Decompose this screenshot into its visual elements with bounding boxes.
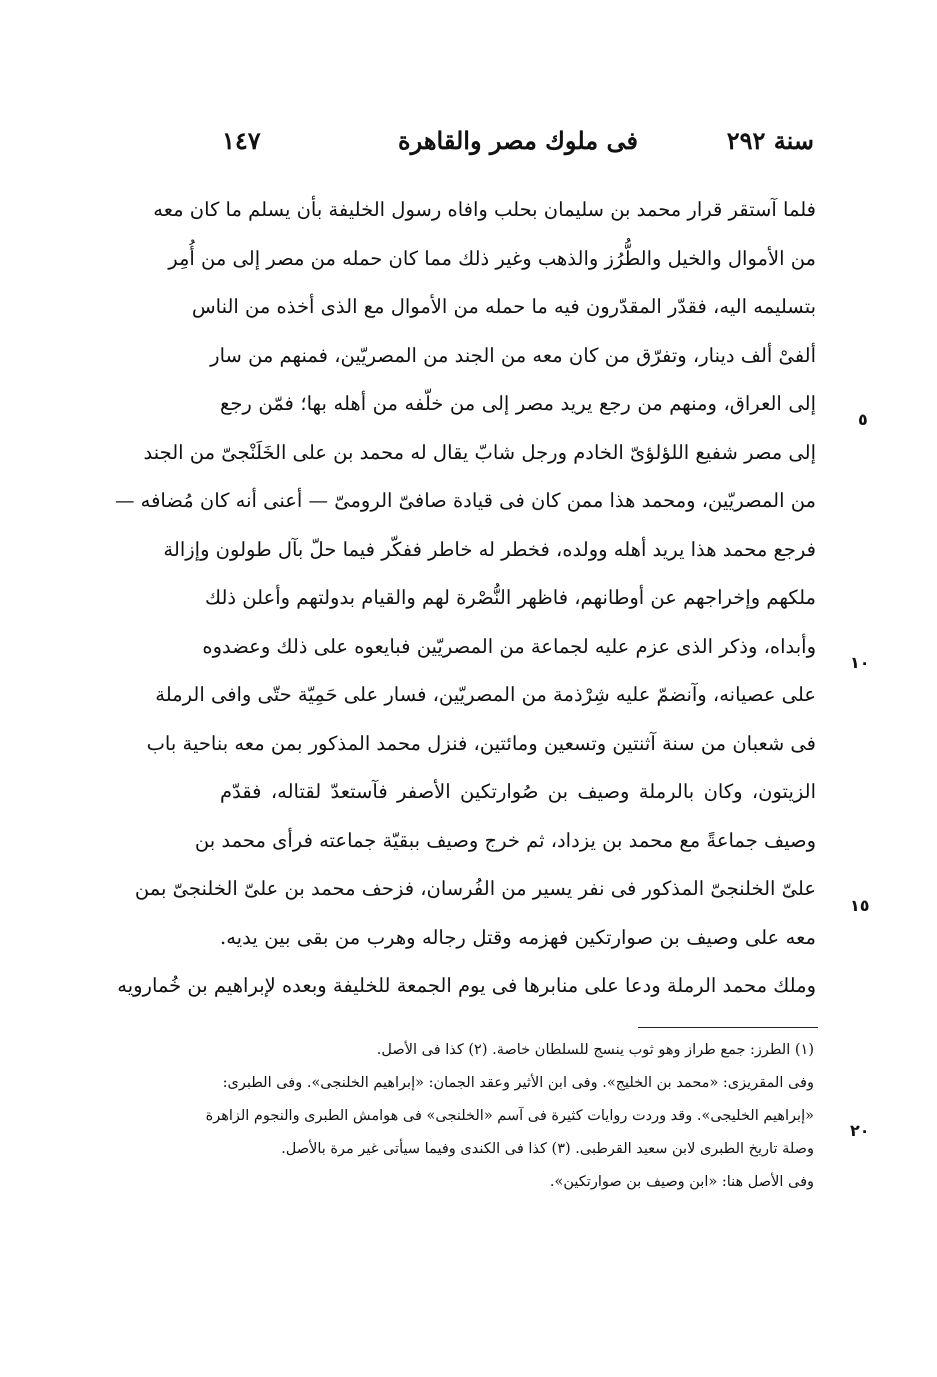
- body-line: فرجع محمد هذا يريد أهله وولده، فخطر له خاطر ففكّر فيما حلّ بآل طولون وإزالة: [163, 537, 816, 561]
- body-line: معه على وصيف بن صوارتكين فهزمه وقتل رجاله وهرب من بقى بين يديه.: [220, 925, 816, 949]
- footnote-line: «إبراهيم الخليجى». وقد وردت روايات كثيرة فى آسم «الخلنجى» فى هوامش الطبرى والنجوم الزاهرة: [205, 1108, 814, 1124]
- footnote-line: وفى الأصل هنا: «ابن وصيف بن صوارتكين».: [549, 1174, 814, 1190]
- footnote-line: وصلة تاريخ الطبرى لابن سعيد القرطبى. (٣) كذا فى الكندى وفيما سيأتى غير مرة بالأصل.: [281, 1141, 814, 1157]
- body-text: [114, 186, 816, 1011]
- body-line: من المصريّين، ومحمد هذا ممن كان فى قيادة صافىّ الرومىّ — أعنى أنه كان مُضافه —: [114, 489, 816, 512]
- body-line: إلى العراق، ومنهم من رجع يريد مصر إلى من خلّفه من أهله بها؛ فمّن رجع: [220, 392, 816, 415]
- line-number-15: ١٥: [850, 896, 870, 915]
- running-head-title: فى ملوك مصر والقاهرة: [398, 126, 638, 155]
- footnote-line: وفى المقريزى: «محمد بن الخليج». وفى ابن الأثير وعقد الجمان: «إبراهيم الخلنجى». وفى الطبرى:: [222, 1075, 814, 1091]
- line-number-20: ٢٠: [850, 1121, 870, 1140]
- running-head-year: سنة ٢٩٢: [726, 126, 814, 155]
- body-line: علىّ الخلنجىّ المذكور فى نفر يسير من الفُرسان، فزحف محمد بن علىّ الخلنجىّ بمن: [134, 877, 816, 900]
- body-line: على عصيانه، وآنضمّ عليه شِرْذمة من المصريّين، فسار على حَمِيّة حتّى وافى الرملة: [155, 683, 816, 706]
- running-head: [222, 126, 814, 162]
- body-line: وملك محمد الرملة ودعا على منابرها فى يوم الجمعة للخليفة وبعده لإبراهيم بن خُمارويه: [117, 974, 816, 997]
- line-number-10: ١٠: [850, 653, 870, 672]
- footnotes: [205, 1034, 814, 1199]
- body-line: وصيف جماعةً مع محمد بن يزداد، ثم خرج وصيف ببقيّة جماعته فرأى محمد بن: [194, 828, 816, 852]
- body-line: من الأموال والخيل والطُّرُز والذهب وغير ذلك مما كان حمله من مصر إلى من أُمِر: [168, 246, 816, 270]
- body-line: فلما آستقر قرار محمد بن سليمان بحلب وافاه رسول الخليفة بأن يسلم ما كان معه: [153, 198, 816, 221]
- body-line: ملكهم وإخراجهم عن أوطانهم، فاظهر النُّصْرة لهم والقيام بدولتهم وأعلن ذلك: [205, 586, 816, 609]
- page-number: ١٤٧: [222, 126, 261, 155]
- body-line: وأبداه، وذكر الذى عزم عليه لجماعة من المصريّين فبايعوه على ذلك وعضدوه: [202, 634, 816, 658]
- body-line: الزيتون، وكان بالرملة وصيف بن صُوارتكين الأصفر فآستعدّ لقتاله، فقدّم: [220, 780, 816, 803]
- footnote-line: (١) الطرز: جمع طراز وهو ثوب ينسج للسلطان خاصة. (٢) كذا فى الأصل.: [376, 1042, 814, 1058]
- line-number-5: ٥: [858, 410, 868, 429]
- body-line: ألفىْ ألف دينار، وتفرّق من كان معه من الجند من المصريّين، فمنهم من سار: [210, 343, 816, 367]
- body-line: بتسليمه اليه، فقدّر المقدّرون فيه ما حمله من الأموال مع الذى أخذه من الناس: [191, 295, 816, 318]
- body-line: فى شعبان من سنة آثنتين وتسعين ومائتين، فنزل محمد المذكور بمن معه بناحية باب: [146, 731, 816, 755]
- body-line: إلى مصر شفيع اللؤلؤىّ الخادم ورجل شابّ يقال له محمد بن على الخَلَنْجىّ من الجند: [143, 440, 816, 464]
- footnote-divider: [638, 1027, 818, 1028]
